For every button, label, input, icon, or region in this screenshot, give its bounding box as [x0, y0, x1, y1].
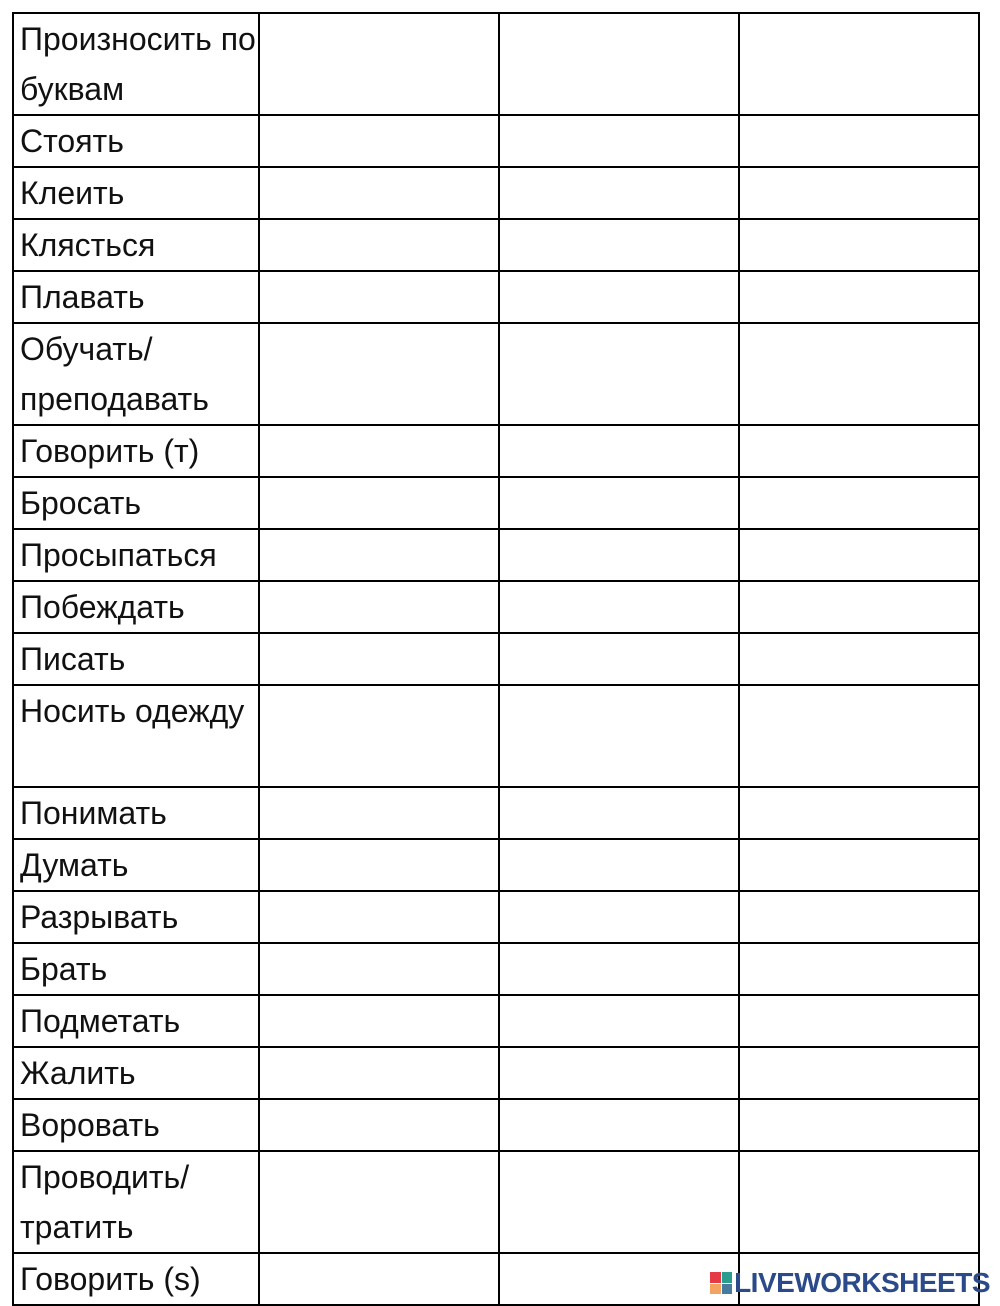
- answer-cell-2[interactable]: [499, 167, 739, 219]
- table-row: [13, 13, 979, 115]
- verb-cell: Клясться: [13, 219, 259, 271]
- answer-cell-1[interactable]: [259, 787, 499, 839]
- verb-cell: Думать: [13, 839, 259, 891]
- table-row: [13, 891, 979, 943]
- answer-cell-2[interactable]: [499, 477, 739, 529]
- answer-cell-1[interactable]: [259, 13, 499, 115]
- verb-cell: Проводить/ тратить: [13, 1151, 259, 1253]
- verb-cell: Подметать: [13, 995, 259, 1047]
- verb-cell: Произносить по буквам: [13, 13, 259, 115]
- table-row: [13, 1047, 979, 1099]
- verb-cell: Клеить: [13, 167, 259, 219]
- table-row: [13, 529, 979, 581]
- answer-cell-3[interactable]: [739, 477, 979, 529]
- table-row: [13, 477, 979, 529]
- verb-cell: Просыпаться: [13, 529, 259, 581]
- verb-cell: Жалить: [13, 1047, 259, 1099]
- answer-cell-3[interactable]: [739, 219, 979, 271]
- answer-cell-2[interactable]: [499, 425, 739, 477]
- verb-cell: Воровать: [13, 1099, 259, 1151]
- answer-cell-2[interactable]: [499, 13, 739, 115]
- verb-cell: Стоять: [13, 115, 259, 167]
- answer-cell-1[interactable]: [259, 581, 499, 633]
- answer-cell-2[interactable]: [499, 1253, 739, 1305]
- answer-cell-1[interactable]: [259, 943, 499, 995]
- verb-cell: Разрывать: [13, 891, 259, 943]
- answer-cell-3[interactable]: [739, 633, 979, 685]
- table-row: [13, 839, 979, 891]
- answer-cell-1[interactable]: [259, 839, 499, 891]
- answer-cell-3[interactable]: [739, 685, 979, 787]
- verb-table: [12, 12, 980, 1306]
- answer-cell-2[interactable]: [499, 581, 739, 633]
- answer-cell-3[interactable]: [739, 1047, 979, 1099]
- answer-cell-2[interactable]: [499, 323, 739, 425]
- answer-cell-2[interactable]: [499, 219, 739, 271]
- verb-cell: Писать: [13, 633, 259, 685]
- answer-cell-3[interactable]: [739, 13, 979, 115]
- answer-cell-3[interactable]: [739, 995, 979, 1047]
- answer-cell-1[interactable]: [259, 1047, 499, 1099]
- answer-cell-3[interactable]: [739, 943, 979, 995]
- table-row: [13, 219, 979, 271]
- table-row: [13, 943, 979, 995]
- answer-cell-2[interactable]: [499, 891, 739, 943]
- verb-cell: Носить одежду: [13, 685, 259, 787]
- answer-cell-2[interactable]: [499, 1099, 739, 1151]
- table-row: [13, 323, 979, 425]
- answer-cell-3[interactable]: [739, 1151, 979, 1253]
- table-row: [13, 167, 979, 219]
- answer-cell-1[interactable]: [259, 271, 499, 323]
- answer-cell-3[interactable]: [739, 581, 979, 633]
- answer-cell-2[interactable]: [499, 839, 739, 891]
- answer-cell-2[interactable]: [499, 115, 739, 167]
- answer-cell-2[interactable]: [499, 271, 739, 323]
- answer-cell-2[interactable]: [499, 685, 739, 787]
- table-row: [13, 1151, 979, 1253]
- answer-cell-3[interactable]: [739, 115, 979, 167]
- table-row: [13, 581, 979, 633]
- answer-cell-1[interactable]: [259, 995, 499, 1047]
- verb-cell: Обучать/ преподавать: [13, 323, 259, 425]
- verb-cell: Говорить (s): [13, 1253, 259, 1305]
- table-row: [13, 685, 979, 787]
- answer-cell-2[interactable]: [499, 1047, 739, 1099]
- answer-cell-1[interactable]: [259, 219, 499, 271]
- answer-cell-3[interactable]: [739, 271, 979, 323]
- answer-cell-2[interactable]: [499, 943, 739, 995]
- verb-cell: Брать: [13, 943, 259, 995]
- liveworksheets-logo-icon: [710, 1272, 732, 1294]
- answer-cell-2[interactable]: [499, 529, 739, 581]
- answer-cell-2[interactable]: [499, 787, 739, 839]
- table-row: [13, 633, 979, 685]
- answer-cell-3[interactable]: [739, 323, 979, 425]
- liveworksheets-watermark: [710, 1267, 990, 1299]
- worksheet: [12, 12, 980, 1306]
- table-row: [13, 425, 979, 477]
- answer-cell-1[interactable]: [259, 1253, 499, 1305]
- verb-table-body: [13, 13, 979, 1305]
- answer-cell-1[interactable]: [259, 323, 499, 425]
- answer-cell-2[interactable]: [499, 995, 739, 1047]
- answer-cell-1[interactable]: [259, 891, 499, 943]
- answer-cell-1[interactable]: [259, 685, 499, 787]
- answer-cell-1[interactable]: [259, 115, 499, 167]
- table-row: [13, 995, 979, 1047]
- verb-cell: Говорить (т): [13, 425, 259, 477]
- table-row: [13, 271, 979, 323]
- table-row: [13, 115, 979, 167]
- answer-cell-3[interactable]: [739, 529, 979, 581]
- verb-cell: Бросать: [13, 477, 259, 529]
- answer-cell-3[interactable]: [739, 425, 979, 477]
- verb-cell: Понимать: [13, 787, 259, 839]
- watermark-text: LIVEWORKSHEETS: [734, 1267, 990, 1298]
- answer-cell-1[interactable]: [259, 1151, 499, 1253]
- answer-cell-3[interactable]: [739, 787, 979, 839]
- answer-cell-3[interactable]: [739, 839, 979, 891]
- answer-cell-3[interactable]: [739, 167, 979, 219]
- table-row: [13, 787, 979, 839]
- answer-cell-1[interactable]: [259, 425, 499, 477]
- answer-cell-2[interactable]: [499, 633, 739, 685]
- answer-cell-1[interactable]: [259, 529, 499, 581]
- answer-cell-1[interactable]: [259, 167, 499, 219]
- verb-cell: Плавать: [13, 271, 259, 323]
- answer-cell-2[interactable]: [499, 1151, 739, 1253]
- answer-cell-1[interactable]: [259, 1099, 499, 1151]
- answer-cell-3[interactable]: [739, 1099, 979, 1151]
- answer-cell-1[interactable]: [259, 633, 499, 685]
- table-row: [13, 1099, 979, 1151]
- answer-cell-3[interactable]: [739, 891, 979, 943]
- verb-cell: Побеждать: [13, 581, 259, 633]
- answer-cell-1[interactable]: [259, 477, 499, 529]
